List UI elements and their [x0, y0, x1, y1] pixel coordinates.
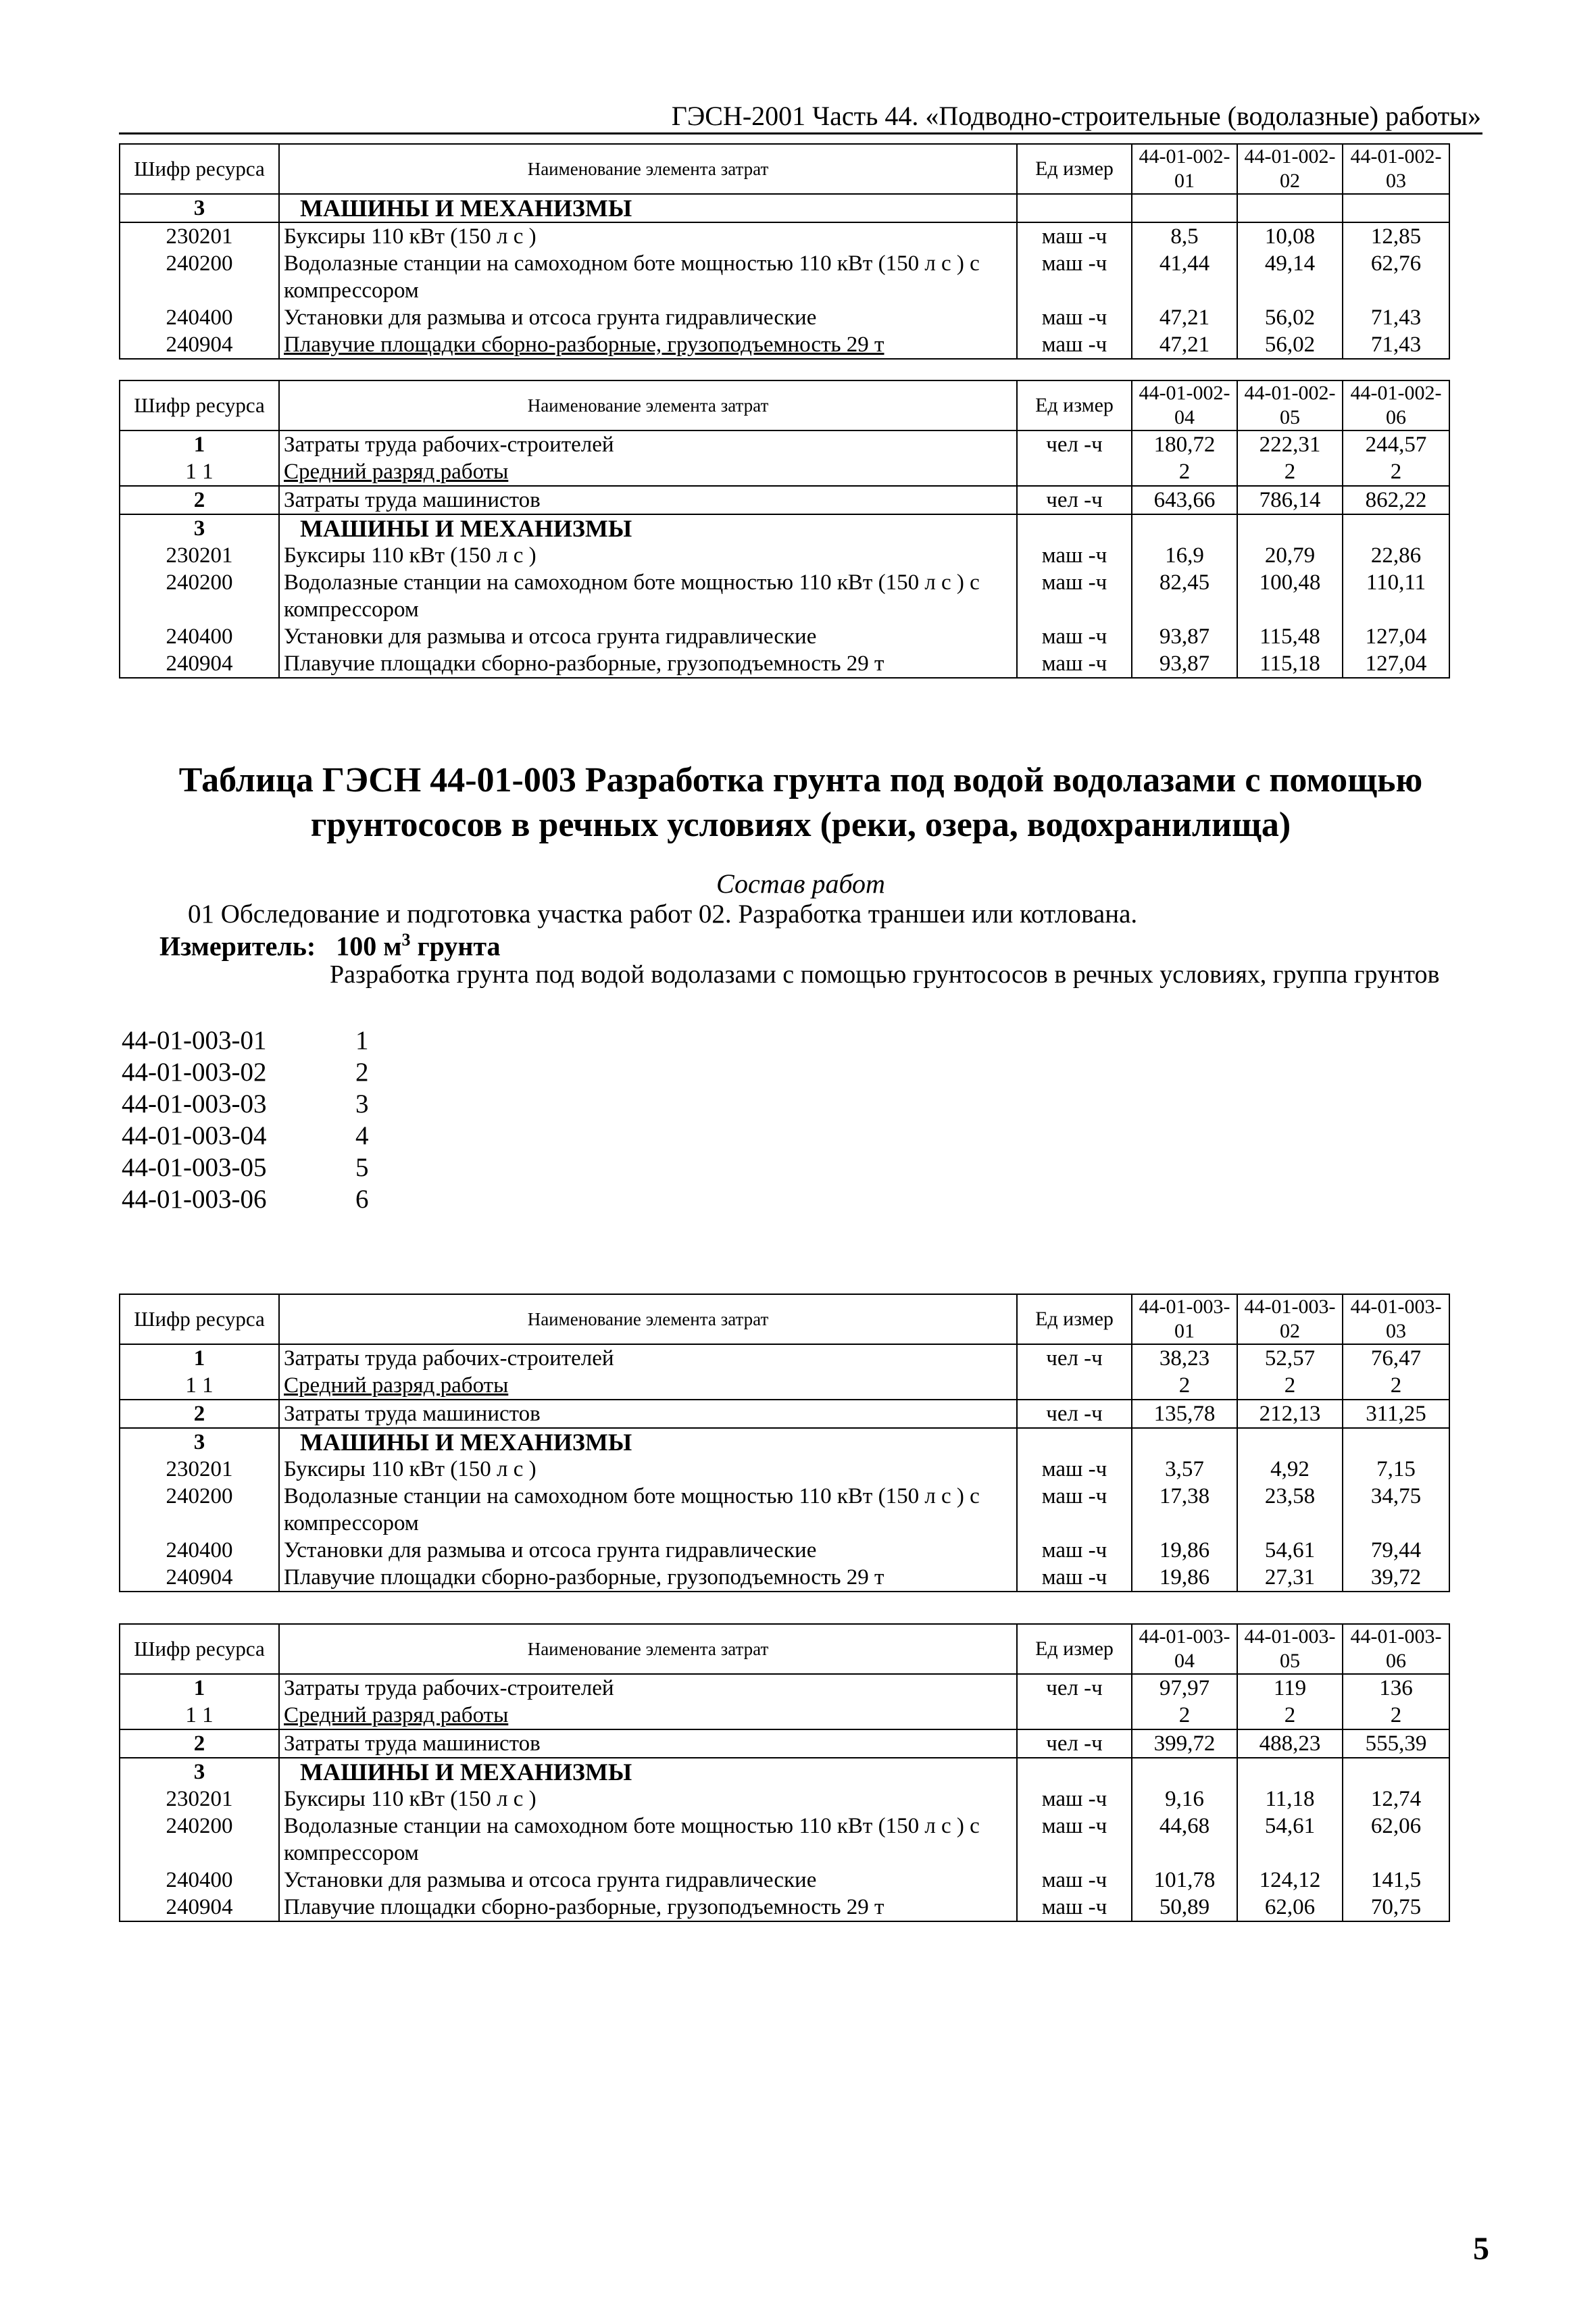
- value-cell: 23,58: [1237, 1483, 1343, 1537]
- unit-cell: [1017, 514, 1132, 542]
- unit-cell: чел -ч: [1017, 1729, 1132, 1758]
- cost-element-name: МАШИНЫ И МЕХАНИЗМЫ: [279, 194, 1017, 222]
- list-item: [122, 1025, 369, 1056]
- table-row: [120, 1344, 1449, 1372]
- table-row: [120, 458, 1449, 486]
- cost-element-name: Установки для размыва и отсоса грунта гидравлические: [279, 1867, 1017, 1894]
- resource-code: 3: [120, 514, 279, 542]
- unit-cell: чел -ч: [1017, 430, 1132, 458]
- cost-element-name: Затраты труда рабочих-строителей: [279, 1674, 1017, 1702]
- value-cell: [1343, 1428, 1449, 1456]
- table-row: [120, 486, 1449, 514]
- unit-cell: [1017, 458, 1132, 486]
- value-cell: 10,08: [1237, 222, 1343, 250]
- resource-code: 240200: [120, 569, 279, 623]
- value-cell: 8,5: [1132, 222, 1237, 250]
- table-row: [120, 1867, 1449, 1894]
- resource-code: 240200: [120, 1813, 279, 1867]
- resource-code: 3: [120, 194, 279, 222]
- value-cell: 222,31: [1237, 430, 1343, 458]
- column-header-name: Наименование элемента затрат: [279, 380, 1017, 430]
- value-cell: 643,66: [1132, 486, 1237, 514]
- resource-code: 240200: [120, 250, 279, 304]
- unit-cell: [1017, 194, 1132, 222]
- unit-cell: маш -ч: [1017, 1483, 1132, 1537]
- value-cell: 2: [1343, 1372, 1449, 1400]
- value-cell: 12,74: [1343, 1786, 1449, 1813]
- list-item: [122, 1056, 369, 1088]
- table-row: [120, 430, 1449, 458]
- value-cell: 71,43: [1343, 304, 1449, 331]
- value-cell: [1132, 194, 1237, 222]
- unit-cell: маш -ч: [1017, 1894, 1132, 1921]
- meter-superscript: 3: [401, 930, 411, 950]
- value-cell: 311,25: [1343, 1400, 1449, 1428]
- value-cell: 12,85: [1343, 222, 1449, 250]
- unit-cell: маш -ч: [1017, 650, 1132, 678]
- unit-cell: маш -ч: [1017, 1456, 1132, 1483]
- cost-table-d: [119, 1623, 1450, 1922]
- table-row: [120, 569, 1449, 623]
- variant-value: 6: [355, 1185, 369, 1214]
- value-cell: 41,44: [1132, 250, 1237, 304]
- value-cell: [1343, 194, 1449, 222]
- table-header: [120, 144, 1449, 194]
- resource-code: 3: [120, 1428, 279, 1456]
- value-cell: 16,9: [1132, 542, 1237, 569]
- unit-cell: [1017, 1428, 1132, 1456]
- table-row: [120, 1400, 1449, 1428]
- cost-element-name: МАШИНЫ И МЕХАНИЗМЫ: [279, 1428, 1017, 1456]
- unit-cell: [1017, 1372, 1132, 1400]
- cost-element-name: Средний разряд работы: [279, 1702, 1017, 1729]
- value-cell: 136: [1343, 1674, 1449, 1702]
- table-row: [120, 222, 1449, 250]
- column-header-unit: Ед измер: [1017, 380, 1132, 430]
- value-cell: 71,43: [1343, 331, 1449, 359]
- value-cell: 2: [1132, 458, 1237, 486]
- value-cell: 11,18: [1237, 1786, 1343, 1813]
- resource-code: 2: [120, 1729, 279, 1758]
- value-cell: 2: [1343, 1702, 1449, 1729]
- cost-element-name: Установки для размыва и отсоса грунта гидравлические: [279, 1537, 1017, 1564]
- value-cell: [1237, 514, 1343, 542]
- value-cell: 127,04: [1343, 650, 1449, 678]
- cost-table-c: [119, 1294, 1450, 1592]
- value-cell: 2: [1132, 1372, 1237, 1400]
- column-header-norm: 44-01-003-03: [1343, 1294, 1449, 1344]
- value-cell: 124,12: [1237, 1867, 1343, 1894]
- column-header-name: Наименование элемента затрат: [279, 144, 1017, 194]
- value-cell: 212,13: [1237, 1400, 1343, 1428]
- column-header-norm: 44-01-002-04: [1132, 380, 1237, 430]
- resource-code: 1 1: [120, 458, 279, 486]
- unit-cell: чел -ч: [1017, 1400, 1132, 1428]
- cost-element-name: Плавучие площадки сборно-разборные, грузоподъемность 29 т: [279, 1894, 1017, 1921]
- value-cell: 27,31: [1237, 1564, 1343, 1592]
- resource-code: 240400: [120, 1537, 279, 1564]
- resource-code: 240904: [120, 650, 279, 678]
- value-cell: 2: [1237, 1702, 1343, 1729]
- value-cell: [1237, 194, 1343, 222]
- value-cell: 22,86: [1343, 542, 1449, 569]
- cost-element-name: Затраты труда рабочих-строителей: [279, 1344, 1017, 1372]
- table-row: [120, 331, 1449, 359]
- variant-value: 4: [355, 1121, 369, 1150]
- resource-code: 1: [120, 1344, 279, 1372]
- table-row: [120, 514, 1449, 542]
- resource-code: 240904: [120, 1564, 279, 1592]
- resource-code: 230201: [120, 542, 279, 569]
- unit-cell: чел -ч: [1017, 1344, 1132, 1372]
- value-cell: 62,06: [1343, 1813, 1449, 1867]
- unit-cell: маш -ч: [1017, 569, 1132, 623]
- variant-value: 2: [355, 1058, 369, 1087]
- value-cell: 54,61: [1237, 1813, 1343, 1867]
- work-composition-items: 01 Обследование и подготовка участка работ 02. Разработка траншеи или котлована.: [188, 900, 1138, 929]
- value-cell: 115,48: [1237, 623, 1343, 650]
- column-header-code: Шифр ресурса: [120, 144, 279, 194]
- column-header-name: Наименование элемента затрат: [279, 1624, 1017, 1674]
- table-row: [120, 623, 1449, 650]
- unit-cell: маш -ч: [1017, 1564, 1132, 1592]
- cost-element-name: Буксиры 110 кВт (150 л с ): [279, 1786, 1017, 1813]
- resource-code: 3: [120, 1758, 279, 1786]
- table-header: [120, 380, 1449, 430]
- resource-code: 1 1: [120, 1702, 279, 1729]
- resource-code: 240400: [120, 1867, 279, 1894]
- table-row: [120, 304, 1449, 331]
- value-cell: 4,92: [1237, 1456, 1343, 1483]
- table-header: [120, 1624, 1449, 1674]
- column-header-name: Наименование элемента затрат: [279, 1294, 1017, 1344]
- cost-element-name: Установки для размыва и отсоса грунта гидравлические: [279, 304, 1017, 331]
- value-cell: 101,78: [1132, 1867, 1237, 1894]
- column-header-norm: 44-01-002-03: [1343, 144, 1449, 194]
- column-header-norm: 44-01-003-02: [1237, 1294, 1343, 1344]
- value-cell: 54,61: [1237, 1537, 1343, 1564]
- value-cell: 70,75: [1343, 1894, 1449, 1921]
- unit-cell: маш -ч: [1017, 1786, 1132, 1813]
- cost-element-name: Буксиры 110 кВт (150 л с ): [279, 222, 1017, 250]
- table-row: [120, 1537, 1449, 1564]
- value-cell: 76,47: [1343, 1344, 1449, 1372]
- table-header: [120, 1294, 1449, 1344]
- cost-element-name: Буксиры 110 кВт (150 л с ): [279, 542, 1017, 569]
- cost-element-name: МАШИНЫ И МЕХАНИЗМЫ: [279, 514, 1017, 542]
- table-row: [120, 1894, 1449, 1921]
- cost-element-name: Водолазные станции на самоходном боте мощностью 110 кВт (150 л с ) с компрессором: [279, 569, 1017, 623]
- value-cell: 17,38: [1132, 1483, 1237, 1537]
- value-cell: 100,48: [1237, 569, 1343, 623]
- value-cell: 19,86: [1132, 1564, 1237, 1592]
- cost-element-name: Средний разряд работы: [279, 458, 1017, 486]
- table-row: [120, 1674, 1449, 1702]
- table-row: [120, 1702, 1449, 1729]
- table-row: [120, 1729, 1449, 1758]
- unit-cell: чел -ч: [1017, 486, 1132, 514]
- column-header-norm: 44-01-003-06: [1343, 1624, 1449, 1674]
- cost-element-name: МАШИНЫ И МЕХАНИЗМЫ: [279, 1758, 1017, 1786]
- cost-table-b: [119, 380, 1450, 679]
- variant-code: 44-01-003-02: [122, 1058, 267, 1087]
- unit-cell: маш -ч: [1017, 222, 1132, 250]
- value-cell: 2: [1343, 458, 1449, 486]
- list-item: [122, 1152, 369, 1183]
- column-header-unit: Ед измер: [1017, 1294, 1132, 1344]
- value-cell: 62,06: [1237, 1894, 1343, 1921]
- resource-code: 240904: [120, 1894, 279, 1921]
- resource-code: 1 1: [120, 1372, 279, 1400]
- value-cell: 110,11: [1343, 569, 1449, 623]
- value-cell: 19,86: [1132, 1537, 1237, 1564]
- value-cell: 79,44: [1343, 1537, 1449, 1564]
- value-cell: 49,14: [1237, 250, 1343, 304]
- value-cell: 862,22: [1343, 486, 1449, 514]
- value-cell: 34,75: [1343, 1483, 1449, 1537]
- resource-code: 230201: [120, 222, 279, 250]
- value-cell: 141,5: [1343, 1867, 1449, 1894]
- cost-element-name: Плавучие площадки сборно-разборные, грузоподъемность 29 т: [279, 650, 1017, 678]
- value-cell: 44,68: [1132, 1813, 1237, 1867]
- table-row: [120, 1456, 1449, 1483]
- value-cell: 56,02: [1237, 304, 1343, 331]
- column-header-code: Шифр ресурса: [120, 1624, 279, 1674]
- unit-cell: [1017, 1758, 1132, 1786]
- unit-cell: маш -ч: [1017, 1867, 1132, 1894]
- cost-element-name: Затраты труда машинистов: [279, 1400, 1017, 1428]
- column-header-norm: 44-01-002-06: [1343, 380, 1449, 430]
- table-row: [120, 650, 1449, 678]
- column-header-norm: 44-01-003-04: [1132, 1624, 1237, 1674]
- cost-element-name: Водолазные станции на самоходном боте мощностью 110 кВт (150 л с ) с компрессором: [279, 1483, 1017, 1537]
- value-cell: 2: [1237, 458, 1343, 486]
- value-cell: [1237, 1428, 1343, 1456]
- resource-code: 230201: [120, 1456, 279, 1483]
- value-cell: 555,39: [1343, 1729, 1449, 1758]
- value-cell: 399,72: [1132, 1729, 1237, 1758]
- value-cell: [1132, 1428, 1237, 1456]
- list-item: [122, 1120, 369, 1152]
- variant-code: 44-01-003-03: [122, 1089, 267, 1118]
- cost-element-name: Буксиры 110 кВт (150 л с ): [279, 1456, 1017, 1483]
- variant-code: 44-01-003-04: [122, 1121, 267, 1150]
- column-header-code: Шифр ресурса: [120, 1294, 279, 1344]
- resource-code: 1: [120, 430, 279, 458]
- cost-element-name: Плавучие площадки сборно-разборные, грузоподъемность 29 т: [279, 1564, 1017, 1592]
- work-composition-heading: Состав работ: [716, 868, 885, 899]
- value-cell: 9,16: [1132, 1786, 1237, 1813]
- table-row: [120, 250, 1449, 304]
- cost-element-name: Плавучие площадки сборно-разборные, грузоподъемность 29 т: [279, 331, 1017, 359]
- table-row: [120, 1372, 1449, 1400]
- table-row: [120, 1564, 1449, 1592]
- table-row: [120, 1483, 1449, 1537]
- list-item: [122, 1088, 369, 1120]
- column-header-norm: 44-01-003-01: [1132, 1294, 1237, 1344]
- meter-label: Измеритель:: [159, 931, 316, 962]
- value-cell: 47,21: [1132, 304, 1237, 331]
- resource-code: 1: [120, 1674, 279, 1702]
- meter-unit: грунта: [417, 931, 501, 962]
- meter-line: [159, 930, 501, 962]
- value-cell: 38,23: [1132, 1344, 1237, 1372]
- value-cell: 786,14: [1237, 486, 1343, 514]
- value-cell: 97,97: [1132, 1674, 1237, 1702]
- value-cell: 119: [1237, 1674, 1343, 1702]
- variant-code: 44-01-003-06: [122, 1185, 267, 1214]
- table-row: [120, 1786, 1449, 1813]
- value-cell: 93,87: [1132, 650, 1237, 678]
- variant-description: Разработка грунта под водой водолазами с помощью грунтососов в речных условиях, группа грунтов: [330, 960, 1440, 989]
- unit-cell: маш -ч: [1017, 331, 1132, 359]
- page-number: 5: [1473, 2231, 1489, 2267]
- value-cell: 20,79: [1237, 542, 1343, 569]
- value-cell: 56,02: [1237, 331, 1343, 359]
- resource-code: 240400: [120, 623, 279, 650]
- variant-code: 44-01-003-01: [122, 1026, 267, 1055]
- value-cell: 488,23: [1237, 1729, 1343, 1758]
- unit-cell: маш -ч: [1017, 623, 1132, 650]
- value-cell: 47,21: [1132, 331, 1237, 359]
- table-row: [120, 542, 1449, 569]
- value-cell: 82,45: [1132, 569, 1237, 623]
- column-header-unit: Ед измер: [1017, 144, 1132, 194]
- value-cell: [1132, 1758, 1237, 1786]
- table-row: [120, 194, 1449, 222]
- list-item: [122, 1183, 369, 1215]
- value-cell: [1237, 1758, 1343, 1786]
- value-cell: 135,78: [1132, 1400, 1237, 1428]
- cost-table-a: [119, 143, 1450, 360]
- value-cell: [1132, 514, 1237, 542]
- variant-value: 1: [355, 1026, 369, 1055]
- unit-cell: [1017, 1702, 1132, 1729]
- value-cell: 2: [1132, 1702, 1237, 1729]
- section-title: Таблица ГЭСН 44-01-003 Разработка грунта под водой водолазами с помощью грунтососов в речных условиях (реки, озера, водохранилища): [178, 761, 1423, 844]
- cost-element-name: Водолазные станции на самоходном боте мощностью 110 кВт (150 л с ) с компрессором: [279, 1813, 1017, 1867]
- column-header-norm: 44-01-002-02: [1237, 144, 1343, 194]
- resource-code: 240200: [120, 1483, 279, 1537]
- value-cell: 39,72: [1343, 1564, 1449, 1592]
- value-cell: 62,76: [1343, 250, 1449, 304]
- table-row: [120, 1428, 1449, 1456]
- resource-code: 2: [120, 1400, 279, 1428]
- table-row: [120, 1758, 1449, 1786]
- running-header: ГЭСН-2001 Часть 44. «Подводно-строительные (водолазные) работы»: [671, 101, 1481, 131]
- column-header-norm: 44-01-002-01: [1132, 144, 1237, 194]
- resource-code: 240400: [120, 304, 279, 331]
- cost-element-name: Затраты труда рабочих-строителей: [279, 430, 1017, 458]
- unit-cell: маш -ч: [1017, 1813, 1132, 1867]
- variant-value: 3: [355, 1089, 369, 1118]
- cost-element-name: Установки для размыва и отсоса грунта гидравлические: [279, 623, 1017, 650]
- resource-code: 2: [120, 486, 279, 514]
- unit-cell: чел -ч: [1017, 1674, 1132, 1702]
- variant-list: [122, 1025, 369, 1215]
- unit-cell: маш -ч: [1017, 542, 1132, 569]
- variant-code: 44-01-003-05: [122, 1153, 267, 1182]
- unit-cell: маш -ч: [1017, 1537, 1132, 1564]
- value-cell: [1343, 1758, 1449, 1786]
- value-cell: 2: [1237, 1372, 1343, 1400]
- unit-cell: маш -ч: [1017, 250, 1132, 304]
- cost-element-name: Затраты труда машинистов: [279, 1729, 1017, 1758]
- value-cell: 7,15: [1343, 1456, 1449, 1483]
- column-header-norm: 44-01-003-05: [1237, 1624, 1343, 1674]
- resource-code: 240904: [120, 331, 279, 359]
- value-cell: [1343, 514, 1449, 542]
- variant-value: 5: [355, 1153, 369, 1182]
- value-cell: 52,57: [1237, 1344, 1343, 1372]
- table-row: [120, 1813, 1449, 1867]
- meter-value: 100 м: [336, 931, 402, 962]
- cost-element-name: Затраты труда машинистов: [279, 486, 1017, 514]
- header-rule: [119, 132, 1482, 134]
- value-cell: 180,72: [1132, 430, 1237, 458]
- unit-cell: маш -ч: [1017, 304, 1132, 331]
- cost-element-name: Водолазные станции на самоходном боте мощностью 110 кВт (150 л с ) с компрессором: [279, 250, 1017, 304]
- column-header-unit: Ед измер: [1017, 1624, 1132, 1674]
- value-cell: 93,87: [1132, 623, 1237, 650]
- value-cell: 127,04: [1343, 623, 1449, 650]
- value-cell: 244,57: [1343, 430, 1449, 458]
- resource-code: 230201: [120, 1786, 279, 1813]
- value-cell: 50,89: [1132, 1894, 1237, 1921]
- cost-element-name: Средний разряд работы: [279, 1372, 1017, 1400]
- value-cell: 115,18: [1237, 650, 1343, 678]
- value-cell: 3,57: [1132, 1456, 1237, 1483]
- column-header-norm: 44-01-002-05: [1237, 380, 1343, 430]
- column-header-code: Шифр ресурса: [120, 380, 279, 430]
